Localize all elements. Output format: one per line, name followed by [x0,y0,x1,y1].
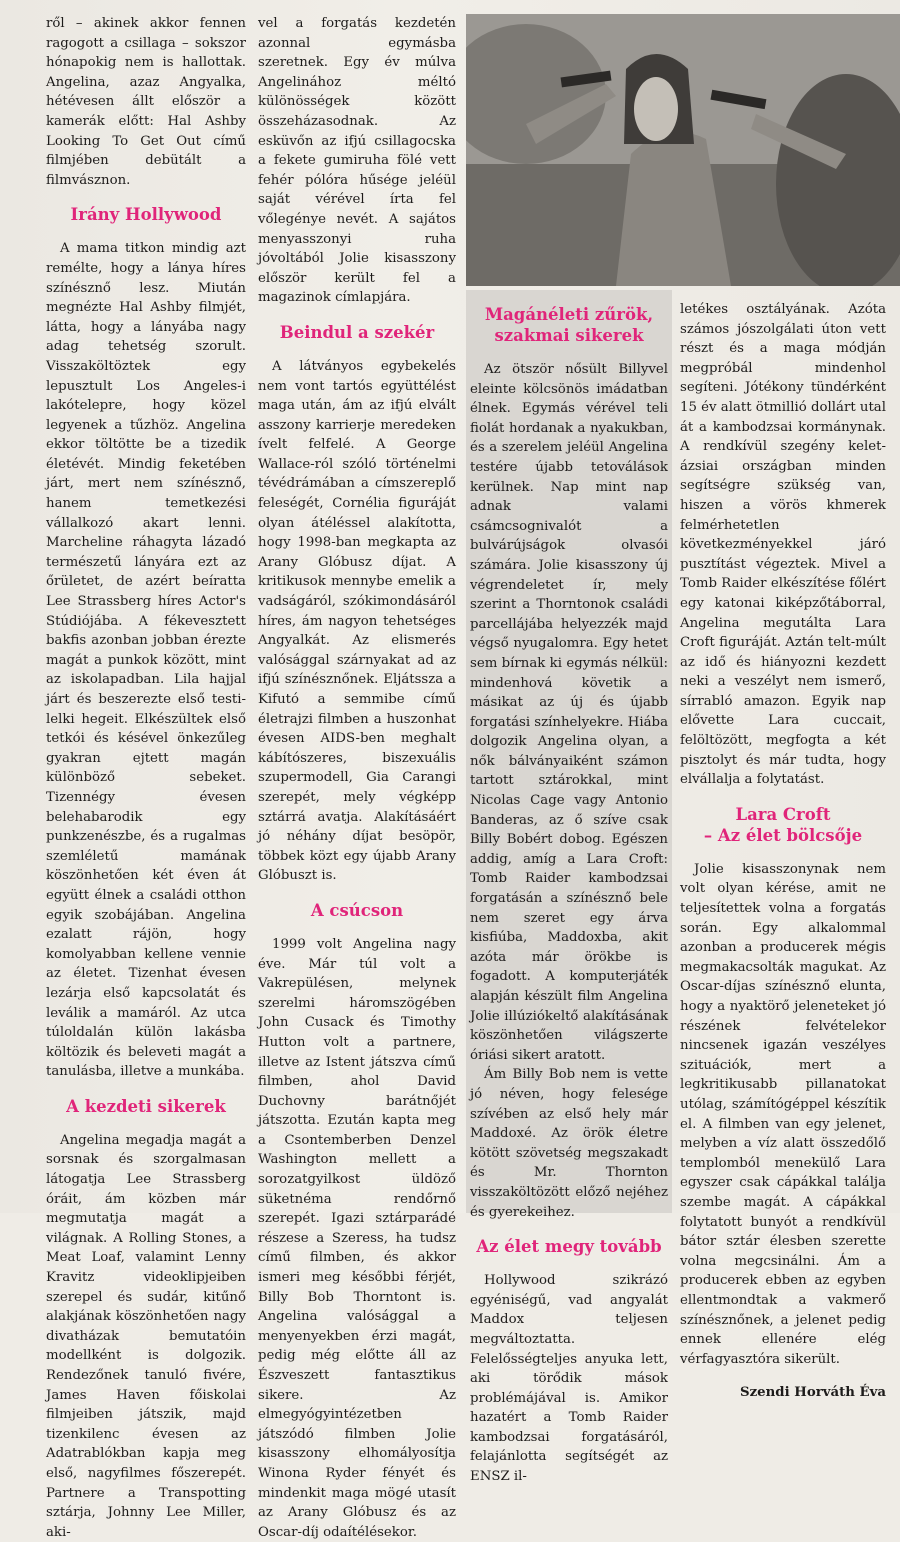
paragraph: vel a forgatás kezdetén azonnal egymásba szeretnek. Egy év múlva Angelinához méltó különösségek között összeházasodnak. Az esküvőn az ifjú csillagocska a fekete gumiruha fölé vett fehér pólóra hűsége jeléül saját vérével írta fel vőlegénye nevét. A sajátos menyasszonyi ruha jóvoltából Jolie kisasszony először került fel a magazinok címlapjára. [258,16,456,306]
section-subheading: – Az élet bölcsője [703,825,863,845]
paragraph: Az ötször nősült Billyvel eleinte kölcsönös imádatban élnek. Egymás vérével teli fiolát hordanak a nyakukban, és a szerelem jeléül Angelina testére újabb tetoválások kerülnek. Nap mint nap adnak valami csámcsognivalót a bulvárújságok olvasói számára. Jolie kisasszony új végrendeletet ír, mely szerint a Thorntonok családi parcellájába helyezzék majd végső nyugalomra. Egy hetet sem bírnak ki egymás nélkül: mindenhová követik a másikat az új és újabb forgatási színhelyekre. Hiába dolgozik Angelina olyan, a nők bálványaiként számon tartott sztárokkal, mint Nicolas Cage vagy Antonio Banderas, az ő szíve csak Billy Bobért dobog. Egészen addig, amíg a Lara Croft: Tomb Raider kambodzsai forgatásán a színésznő bele nem szeret egy árva kisfiúba, Maddoxba, akit azóta már örökbe is fogadott. A komputerjáték alapján készült film Angelina Jolie illúziókeltő alakításának köszönhetően világszerte óriási sikert aratott. [470,362,668,1063]
column-2 [258,14,456,1542]
paragraph: 1999 volt Angelina nagy éve. Már túl volt a Vakrepülésen, melynek szerelmi háromszögében John Cusack és Timothy Hutton volt a partnere, illetve az Istent játszva című filmben, ahol David Duchovny barátnőjét játszotta. Ezután kapta meg a Csontemberben Denzel Washington mellett a sorozatgyilkost üldöző süketnéma rendőrnő szerepét. Igazi sztárparádé részese a Szeress, ha tudsz című filmben, és akkor ismeri meg későbbi férjét, Billy Bob Thorntont is. Angelina valósággal a menyenyekben érzi magát, pedig még előtte áll az Észveszett fantasztikus sikere. Az elmegyógyintézetben játszódó filmben Jolie kisasszony elhomályosítja Winona Ryder fényét és mindenkit maga mögé utasít az Arany Glóbusz és az Oscar-díj odaítélésekor. [258,936,456,1540]
paragraph: Hollywood szikrázó egyéniségű, vad angyalát Maddox teljesen megváltoztatta. Felelősségteljes anyuka lett, aki törődik mások problémájával is. Amikor hazatért a Tomb Raider kambodzsai forgatásáról, felajánlotta segítségét az ENSZ il- [470,1273,668,1485]
section-heading: Beindul a szekér [279,322,435,342]
section-heading: A kezdeti sikerek [66,1096,226,1116]
author-signature: Szendi Horváth Éva [740,1385,886,1401]
paragraph: Jolie kisasszonynak nem volt olyan kérése, amit ne teljesítettek volna a forgatás során. Egy alkalommal azonban a producerek mégis megmakacsolták magukat. Az Oscar-díjas színésznő elunta, hogy a nyaktörő jeleneteket jó részének felvételekor nincsenek igazán veszélyes szituációk, mert a legkritikusabb pillanatokat utólag, számítógéppel készítik el. A filmben van egy jelenet, melyben a víz alatt összedőlő templomból menekülő Lara egyszer csak cápákkal találja szembe magát. A cápákkal folytatott bunyót a rendkívül bátor sztár élesben szerette volna megcsinálni. Ám a producerek ebben az egyben ellentmondtak a vakmerő színésznőnek, a jelenet pedig ennek ellenére elég vérfagyasztóra sikerült. [680,861,886,1367]
column-3 [470,300,668,1487]
section-heading: Magánéleti zűrök, szakmai sikerek [484,305,654,345]
section-heading: Az élet megy tovább [476,1237,662,1257]
section-heading: Irány Hollywood [70,205,222,225]
column-4 [680,300,886,1403]
paragraph: A mama titkon mindig azt remélte, hogy a lánya híres színésznő lesz. Miután megnézte Hal Ashby filmjét, látta, hogy a lányába nagy adag tehetség szorult. Visszaköltöztek egy lepusztult Los Angeles-i lakótelepre, hogy közel legyenek a tűzhöz. Angelina ekkor töltötte be a tizedik életévét. Mindig feketében járt, mert nem színésznő, hanem temetkezési vállalkozó akart lenni. Marcheline ráhagyta lázadó természetű lányára ezt az őrületet, de azért beíratta Lee Strassberg híres Actor's Stúdiójába. A fékevesztett bakfis azonban jobban érezte magát a punkok között, mint az iskolapadban. Lila hajjal járt és beszerezte első testi-lelki hegeit. Elkészültek első tetkói és késével önkezűleg gyakran ejtett magán különböző sebeket. Tizennégy évesen belehabarodik egy punkzenészbe, és a rugalmas szemléletű mamának köszönhetően két éven át együtt élnek a családi otthon egyik szobájában. Angelina ezalatt rájön, hogy komolyabban kellene vennie az életet. Tizenhat évesen lezárja első kapcsolatát és leválik a mamáról. Az utca túloldalán külön lakásba költözik és beleveti magát a tanulásba, illetve a munkába. [46,241,246,1080]
photo-illustration [466,14,900,286]
paragraph: Angelina megadja magát a sorsnak és szorgalmasan látogatja Lee Strassberg óráit, ám közben már megmutatja magát a világnak. A Rolling Stones, a Meat Loaf, valamint Lenny Kravitz videoklipjeiben szerepel és sudár, kitűnő alakjának köszönhetően nagy divatházak bemutatóin modellként is dolgozik. Rendezőnek tanuló fivére, James Haven főiskolai filmjeiben játszik, majd tizenkilenc évesen az Adatrablókban kapja meg első, nagyfilmes főszerepét. Partnere a Transpotting sztárja, Johnny Lee Miller, aki- [46,1132,246,1540]
film-still-photo [466,14,900,286]
section-heading: Lara Croft [735,804,831,824]
section-heading: A csúcson [310,900,404,920]
paragraph: ről – akinek akkor fennen ragogott a csillaga – sokszor hónapokig nem is hallottak. Angelina, azaz Angyalka, hétévesen állt először a kamerák előtt: Hal Ashby Looking To Get Out című filmjében debütált a filmvásznon. [46,16,246,188]
paragraph: letékes osztályának. Azóta számos jószolgálati úton vett részt és a maga módján megpróbál mindenhol segíteni. Jótékony tündérként 15 év alatt ötmillió dollárt utal át a kambodzsai kormánynak. A rendkívül szegény kelet-ázsiai országban minden segítségre szükség van, hiszen a vörös khmerek felmérhetetlen következményekkel járó pusztítást végeztek. Mivel a Tomb Raider elkészítése főlért egy katonai kiképzőtáborral, Angelina megutálta Lara Croft figuráját. Aztán telt-múlt az idő és hiányozni kezdett neki a veszélyt nem ismerő, sírrabló amazon. Egyik nap elővette Lara cuccait, felöltözött, megfogta a két pisztolyt és már tudta, hogy elvállalja a folytatást. [680,302,886,788]
paragraph: A látványos egybekelés nem vont tartós együttélést maga után, ám az ifjú elvált asszony karrierje meredeken ívelt felfelé. A George Wallace-ról szóló történelmi tévédrámában a címszereplő feleségét, Cornélia figuráját olyan átéléssel alakította, hogy 1998-ban megkapta az Arany Glóbusz díjat. A kritikusok mennybe emelik a vadságáról, szókimondásáról híres, ám nagyon tehetséges Angyalkát. Az elismerés valósággal szárnyakat ad az ifjú színésznőnek. Eljátssza a Kifutó a semmibe című életrajzi filmben a huszonhat évesen AIDS-ben meghalt kábítószeres, biszexuális szupermodell, Gia Carangi szerepét, mely végképp sztárrá avatja. Alakításáért jó néhány díjat besöpör, többek közt egy újabb Arany Glóbuszt is. [258,358,456,884]
paragraph: Ám Billy Bob nem is vette jó néven, hogy felesége szívében az első hely már Maddoxé. Az örök életre kötött szövetség megszakadt és Mr. Thornton visszaköltözött előző nejéhez és gyerekeihez. [470,1067,668,1220]
column-1 [46,14,246,1542]
